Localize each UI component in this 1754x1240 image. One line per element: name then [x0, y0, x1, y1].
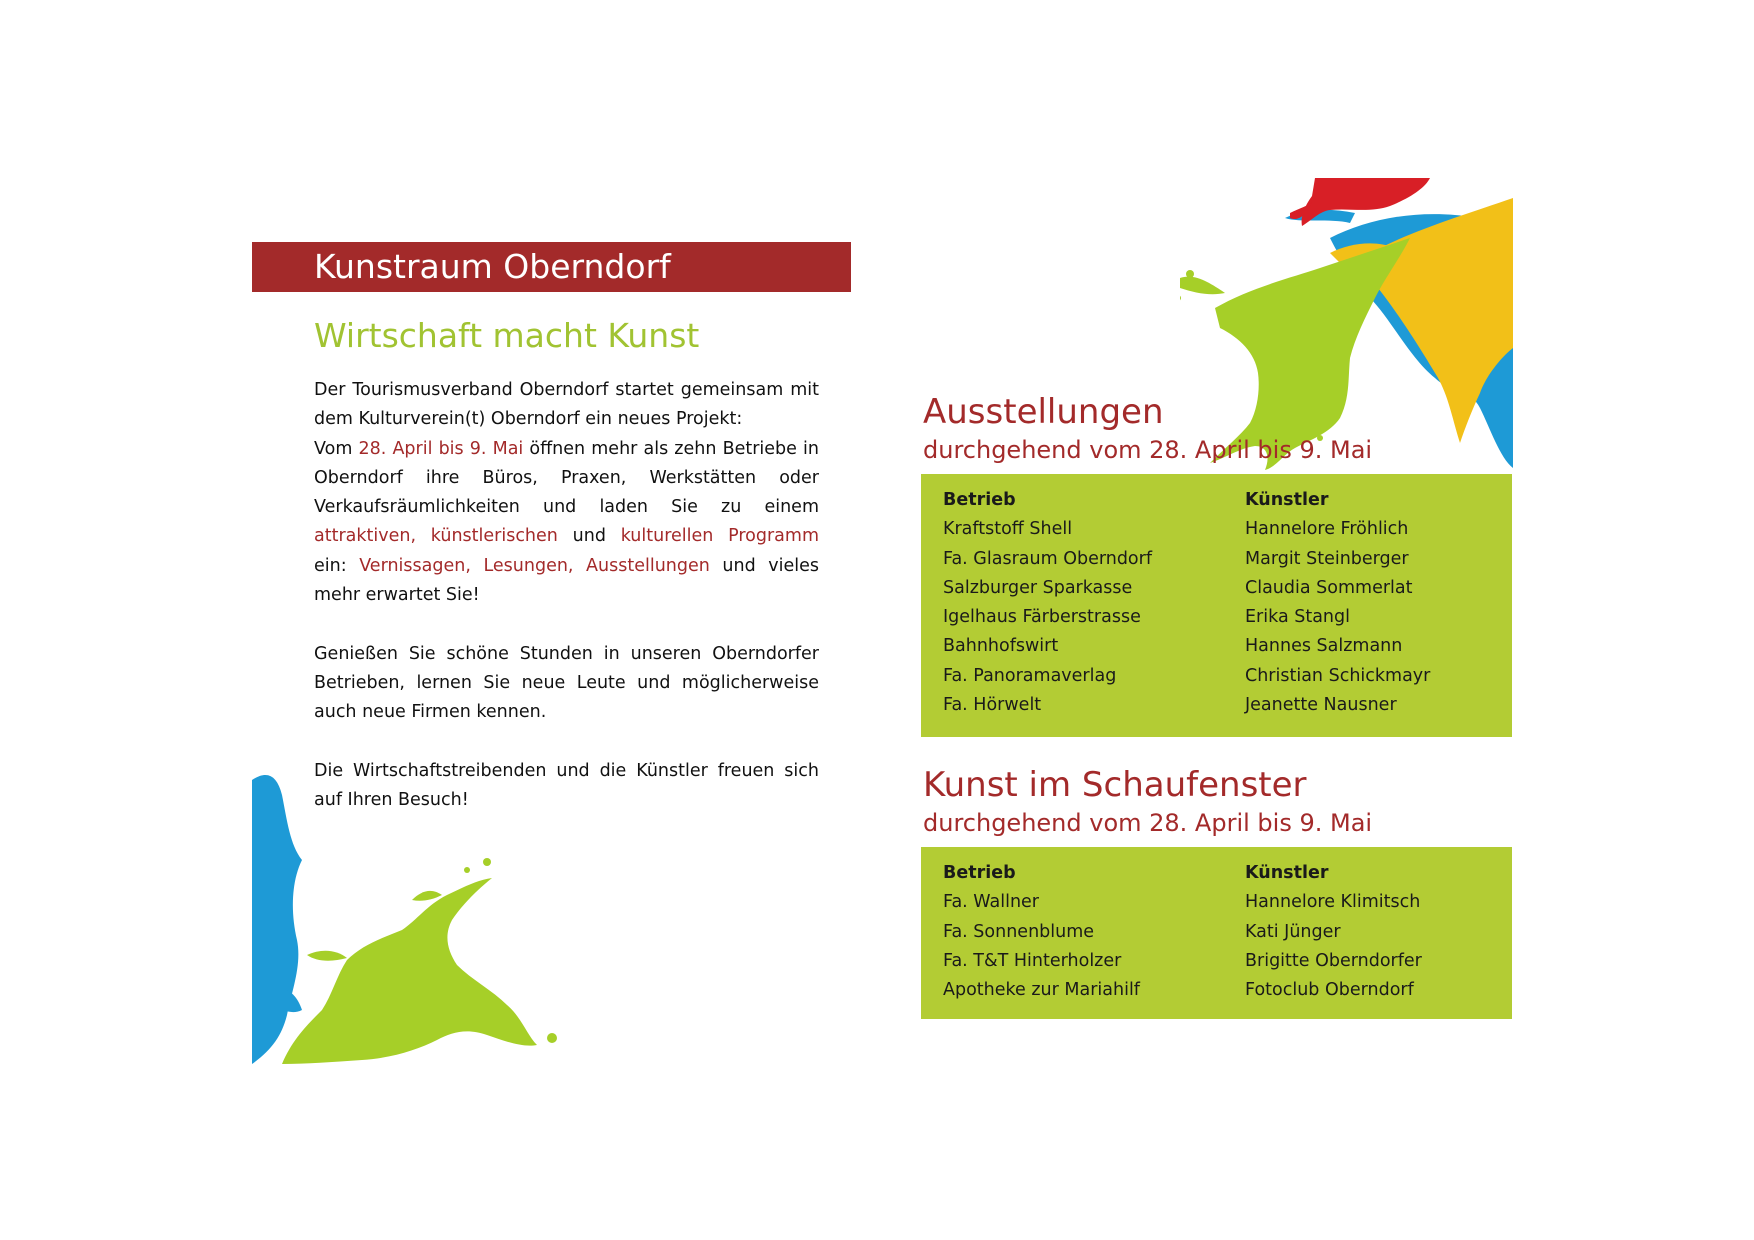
intro-text — [314, 376, 819, 845]
artist-row: Jeanette Nausner — [1245, 695, 1397, 716]
artist-row: Christian Schickmayr — [1245, 665, 1431, 686]
intro-highlight-attraktiven: attraktiven, künstlerischen — [314, 526, 558, 547]
business-row: Fa. Glasraum Oberndorf — [943, 548, 1152, 569]
title-banner — [252, 242, 851, 292]
intro-paragraph-1 — [314, 376, 819, 610]
intro-sentence-1: Der Tourismusverband Oberndorf startet gemeinsam mit dem Kulturverein(t) Oberndorf ein neues Projekt: — [314, 380, 819, 430]
artist-row: Margit Steinberger — [1245, 548, 1409, 569]
artist-row: Claudia Sommerlat — [1245, 577, 1413, 598]
business-row: Apotheke zur Mariahilf — [943, 980, 1140, 1001]
artist-row: Hannelore Klimitsch — [1245, 892, 1421, 913]
ausstellungen-artist-column — [1245, 486, 1430, 720]
artist-row: Hannelore Fröhlich — [1245, 519, 1409, 540]
intro-end: und vieles mehr erwartet Sie! — [314, 555, 820, 606]
ausstellungen-title: Ausstellungen — [923, 392, 1164, 432]
ausstellungen-business-column — [943, 486, 1152, 720]
banner-title: Kunstraum Oberndorf — [314, 247, 671, 286]
ausstellungen-table — [921, 474, 1512, 737]
schaufenster-table — [921, 847, 1512, 1019]
business-row: Fa. Wallner — [943, 892, 1039, 913]
business-row: Fa. Hörwelt — [943, 695, 1042, 716]
column-header-business: Betrieb — [943, 490, 1016, 510]
business-row: Igelhaus Färberstrasse — [943, 607, 1141, 628]
ausstellungen-date: durchgehend vom 28. April bis 9. Mai — [923, 436, 1373, 464]
business-row: Bahnhofswirt — [943, 636, 1059, 657]
business-row: Salzburger Sparkasse — [943, 577, 1133, 598]
artist-row: Kati Jünger — [1245, 921, 1341, 942]
schaufenster-business-column — [943, 859, 1140, 1005]
intro-ein: ein: — [314, 555, 360, 576]
column-header-artist: Künstler — [1245, 490, 1329, 510]
intro-mid: öffnen mehr als zehn Betriebe in Oberndorf ihre Büros, Praxen, Werkstätten oder Verkaufsräumlichkeiten und laden Sie zu einem — [314, 438, 819, 518]
column-header-business: Betrieb — [943, 863, 1016, 883]
business-row: Kraftstoff Shell — [943, 519, 1073, 540]
intro-und: und — [557, 526, 621, 547]
artist-row: Fotoclub Oberndorf — [1245, 980, 1414, 1001]
schaufenster-artist-column — [1245, 859, 1422, 1005]
schaufenster-date: durchgehend vom 28. April bis 9. Mai — [923, 809, 1373, 837]
paint-splash-top-right — [1180, 178, 1513, 472]
business-row: Fa. T&T Hinterholzer — [943, 950, 1122, 971]
intro-vom: Vom — [314, 438, 359, 459]
intro-highlight-vernissagen: Vernissagen, Lesungen, Ausstellungen — [359, 555, 710, 576]
business-row: Fa. Sonnenblume — [943, 921, 1095, 942]
intro-paragraph-2: Genießen Sie schöne Stunden in unseren Oberndorfer Betrieben, lernen Sie neue Leute und möglicherweise auch neue Firmen kennen. — [314, 643, 819, 723]
schaufenster-title: Kunst im Schaufenster — [923, 765, 1307, 805]
page-subtitle: Wirtschaft macht Kunst — [314, 316, 700, 355]
business-row: Fa. Panoramaverlag — [943, 665, 1117, 686]
artist-row: Hannes Salzmann — [1245, 636, 1403, 657]
intro-highlight-programm: kulturellen Programm — [620, 526, 820, 547]
artist-row: Brigitte Oberndorfer — [1245, 950, 1422, 971]
column-header-artist: Künstler — [1245, 863, 1329, 883]
intro-dates-highlight: 28. April bis 9. Mai — [358, 438, 524, 459]
artist-row: Erika Stangl — [1245, 607, 1350, 628]
intro-paragraph-3: Die Wirtschaftstreibenden und die Künstler freuen sich auf Ihren Besuch! — [314, 760, 819, 811]
